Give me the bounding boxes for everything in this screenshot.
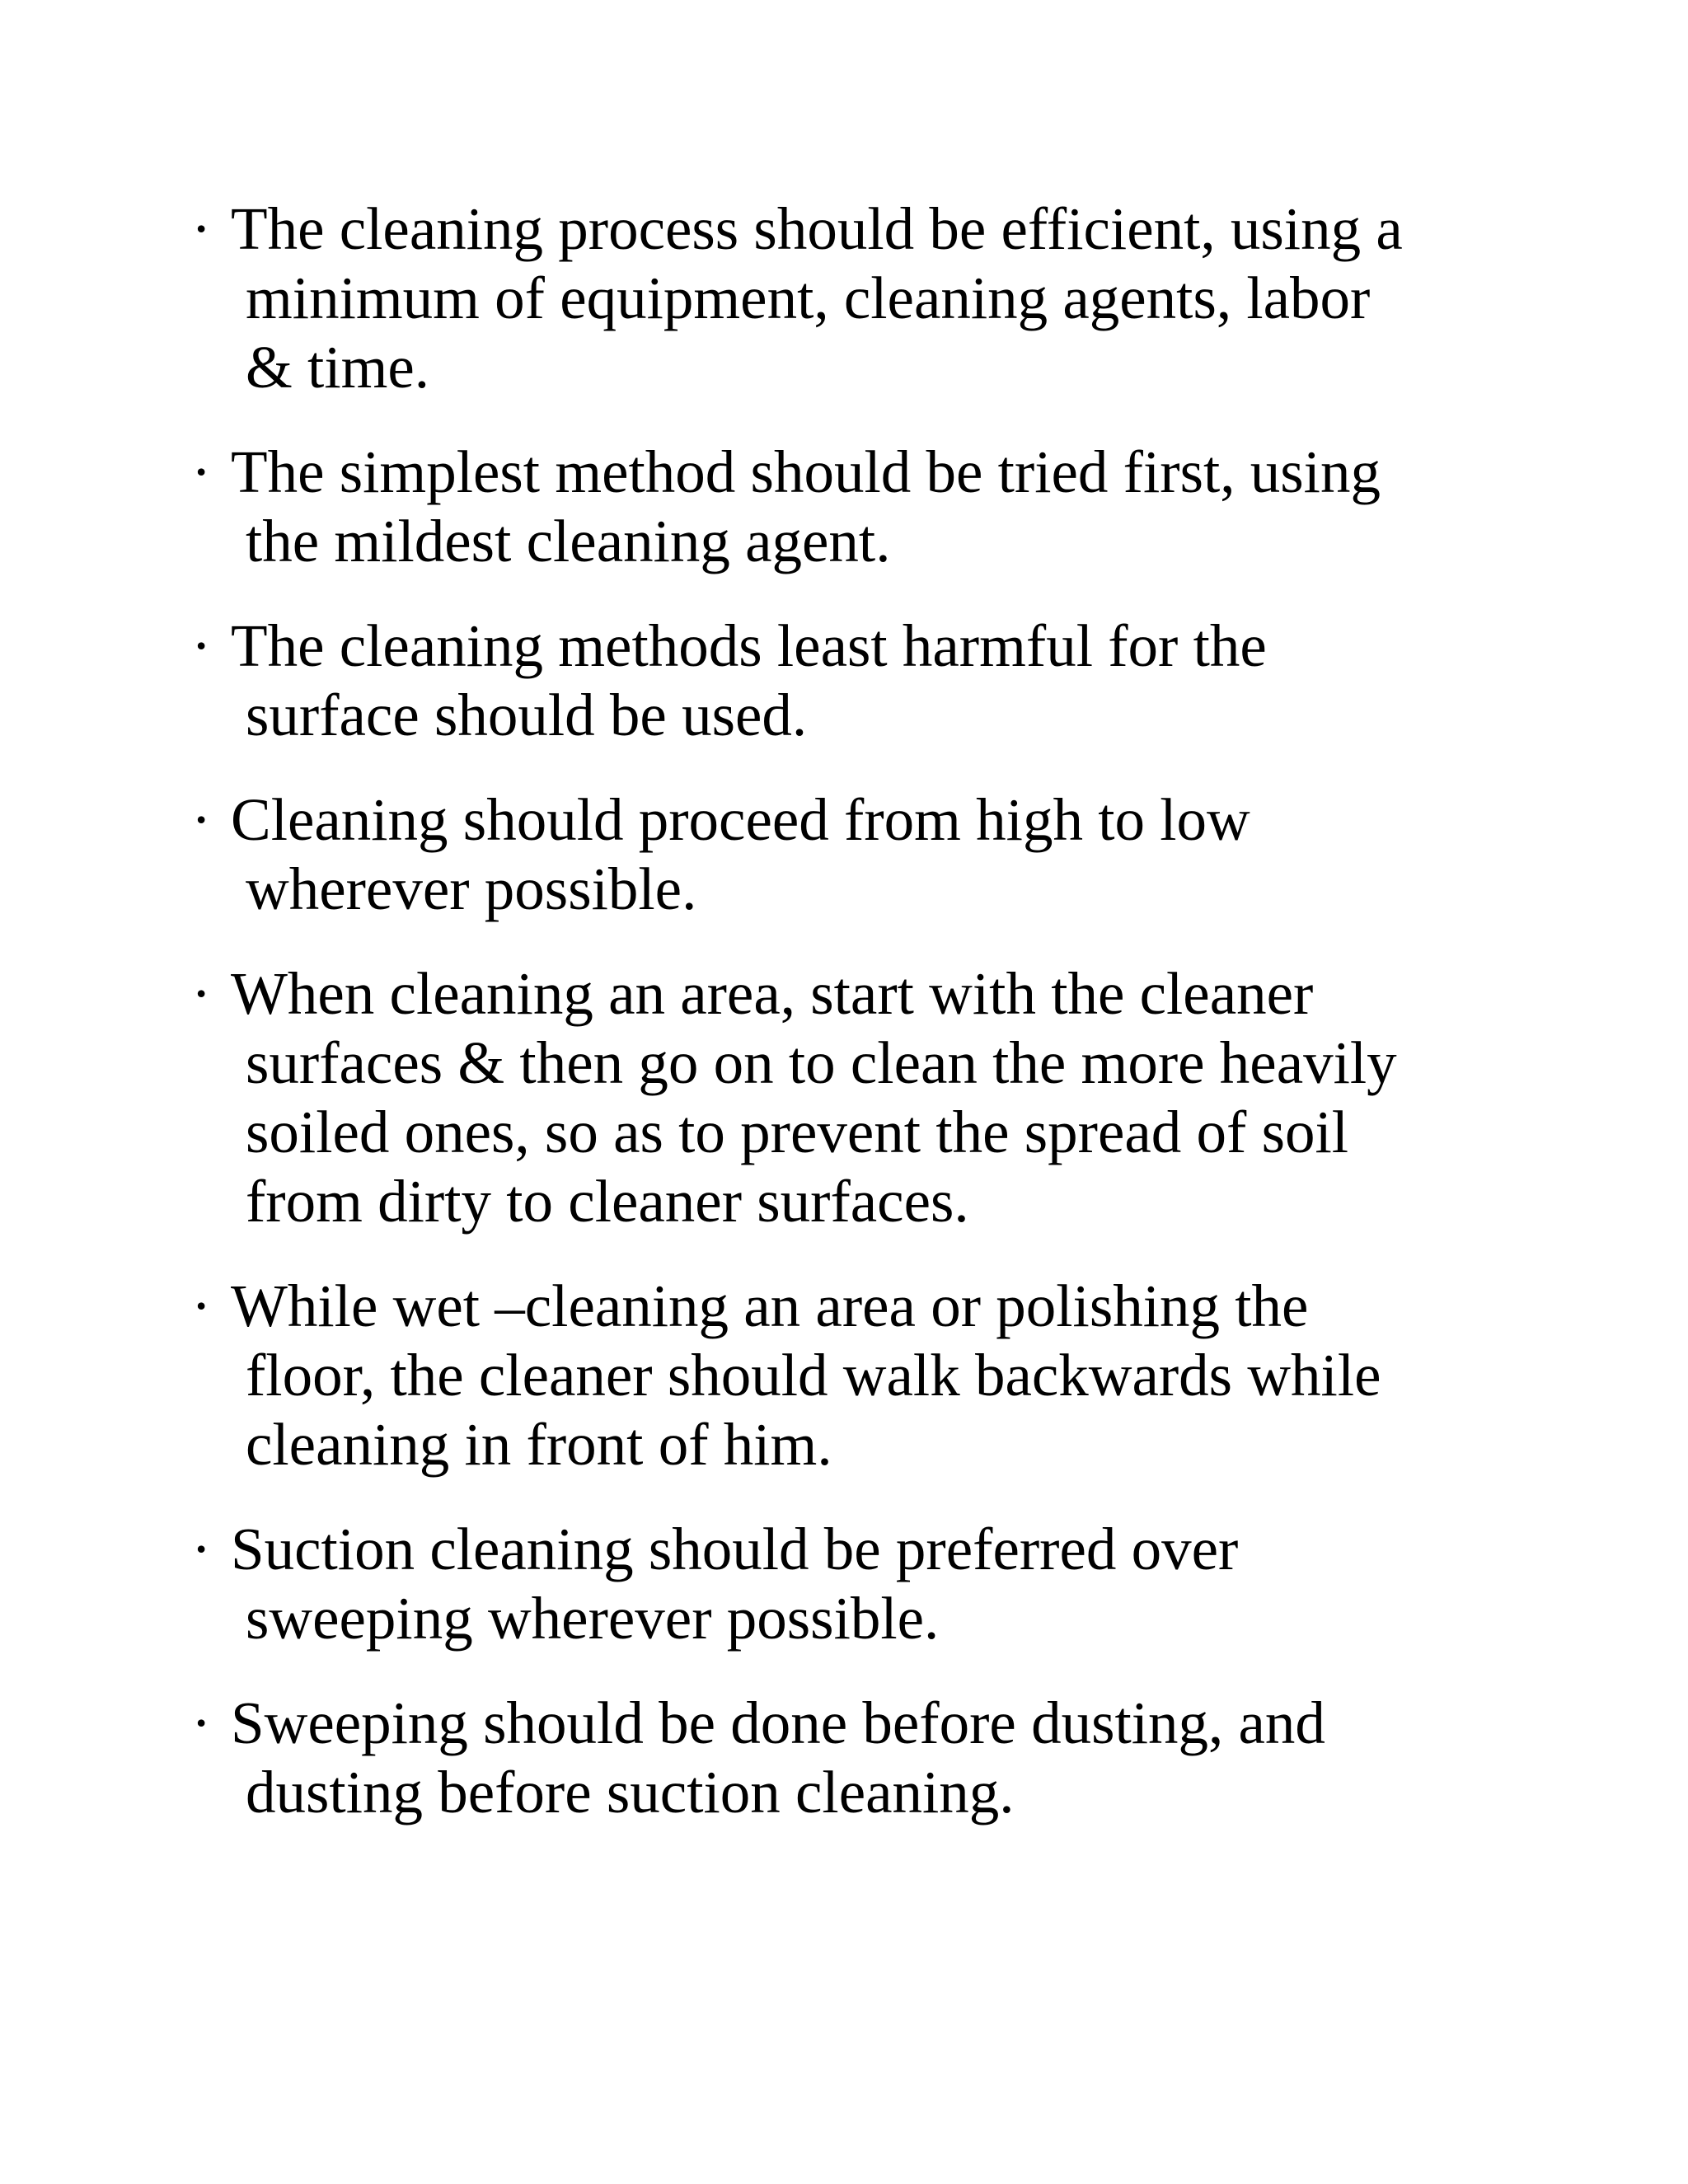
list-item-text: Sweeping should be done before dusting, and [231,1690,1325,1756]
list-item-line [191,438,1477,507]
list-item-line [191,1689,1477,1758]
list-item-text: Suction cleaning should be preferred over [231,1516,1239,1582]
list-item-text: minimum of equipment, cleaning agents, labor [246,265,1371,331]
bullet-icon: · [191,1272,212,1339]
list-item-text: cleaning in front of him. [246,1411,832,1478]
list-item [191,1272,1477,1479]
list-item [191,1689,1477,1827]
list-item-text: The cleaning methods least harmful for the [231,612,1267,679]
list-item-text: from dirty to cleaner surfaces. [246,1168,969,1235]
bullet-icon: · [191,612,212,679]
list-item-line [191,1272,1477,1341]
list-item-line [191,1515,1477,1584]
bullet-icon: · [191,195,212,262]
list-item-text: The simplest method should be tried first, using [231,438,1381,505]
list-item [191,438,1477,576]
list-item-text: surface should be used. [246,682,808,748]
bullet-icon: · [191,1690,212,1756]
list-item-line [191,194,1477,264]
list-item-text: Cleaning should proceed from high to low [231,786,1250,853]
list-item [191,194,1477,402]
list-item-text: sweeping wherever possible. [246,1585,940,1652]
list-item-text: surfaces & then go on to clean the more heavily [246,1029,1397,1096]
list-item-text: While wet –cleaning an area or polishing the [231,1272,1309,1339]
list-item-line [191,959,1477,1029]
list-item-text: floor, the cleaner should walk backwards while [246,1342,1381,1408]
list-item-text: the mildest cleaning agent. [246,508,891,574]
cleaning-guidelines-list [191,194,1477,1863]
list-item-line [191,612,1477,681]
list-item [191,959,1477,1236]
bullet-icon: · [191,438,212,505]
list-item [191,1515,1477,1653]
list-item-text: The cleaning process should be efficient, using a [231,195,1403,262]
list-item-text: soiled ones, so as to prevent the spread of soil [246,1099,1349,1165]
list-item-text: When cleaning an area, start with the cleaner [231,960,1314,1027]
bullet-icon: · [191,1516,212,1582]
list-item-line [191,785,1477,855]
bullet-icon: · [191,960,212,1027]
bullet-icon: · [191,786,212,853]
list-item-text: & time. [246,334,430,401]
list-item [191,785,1477,924]
list-item [191,612,1477,750]
list-item-text: dusting before suction cleaning. [246,1759,1015,1825]
list-item-text: wherever possible. [246,855,697,922]
